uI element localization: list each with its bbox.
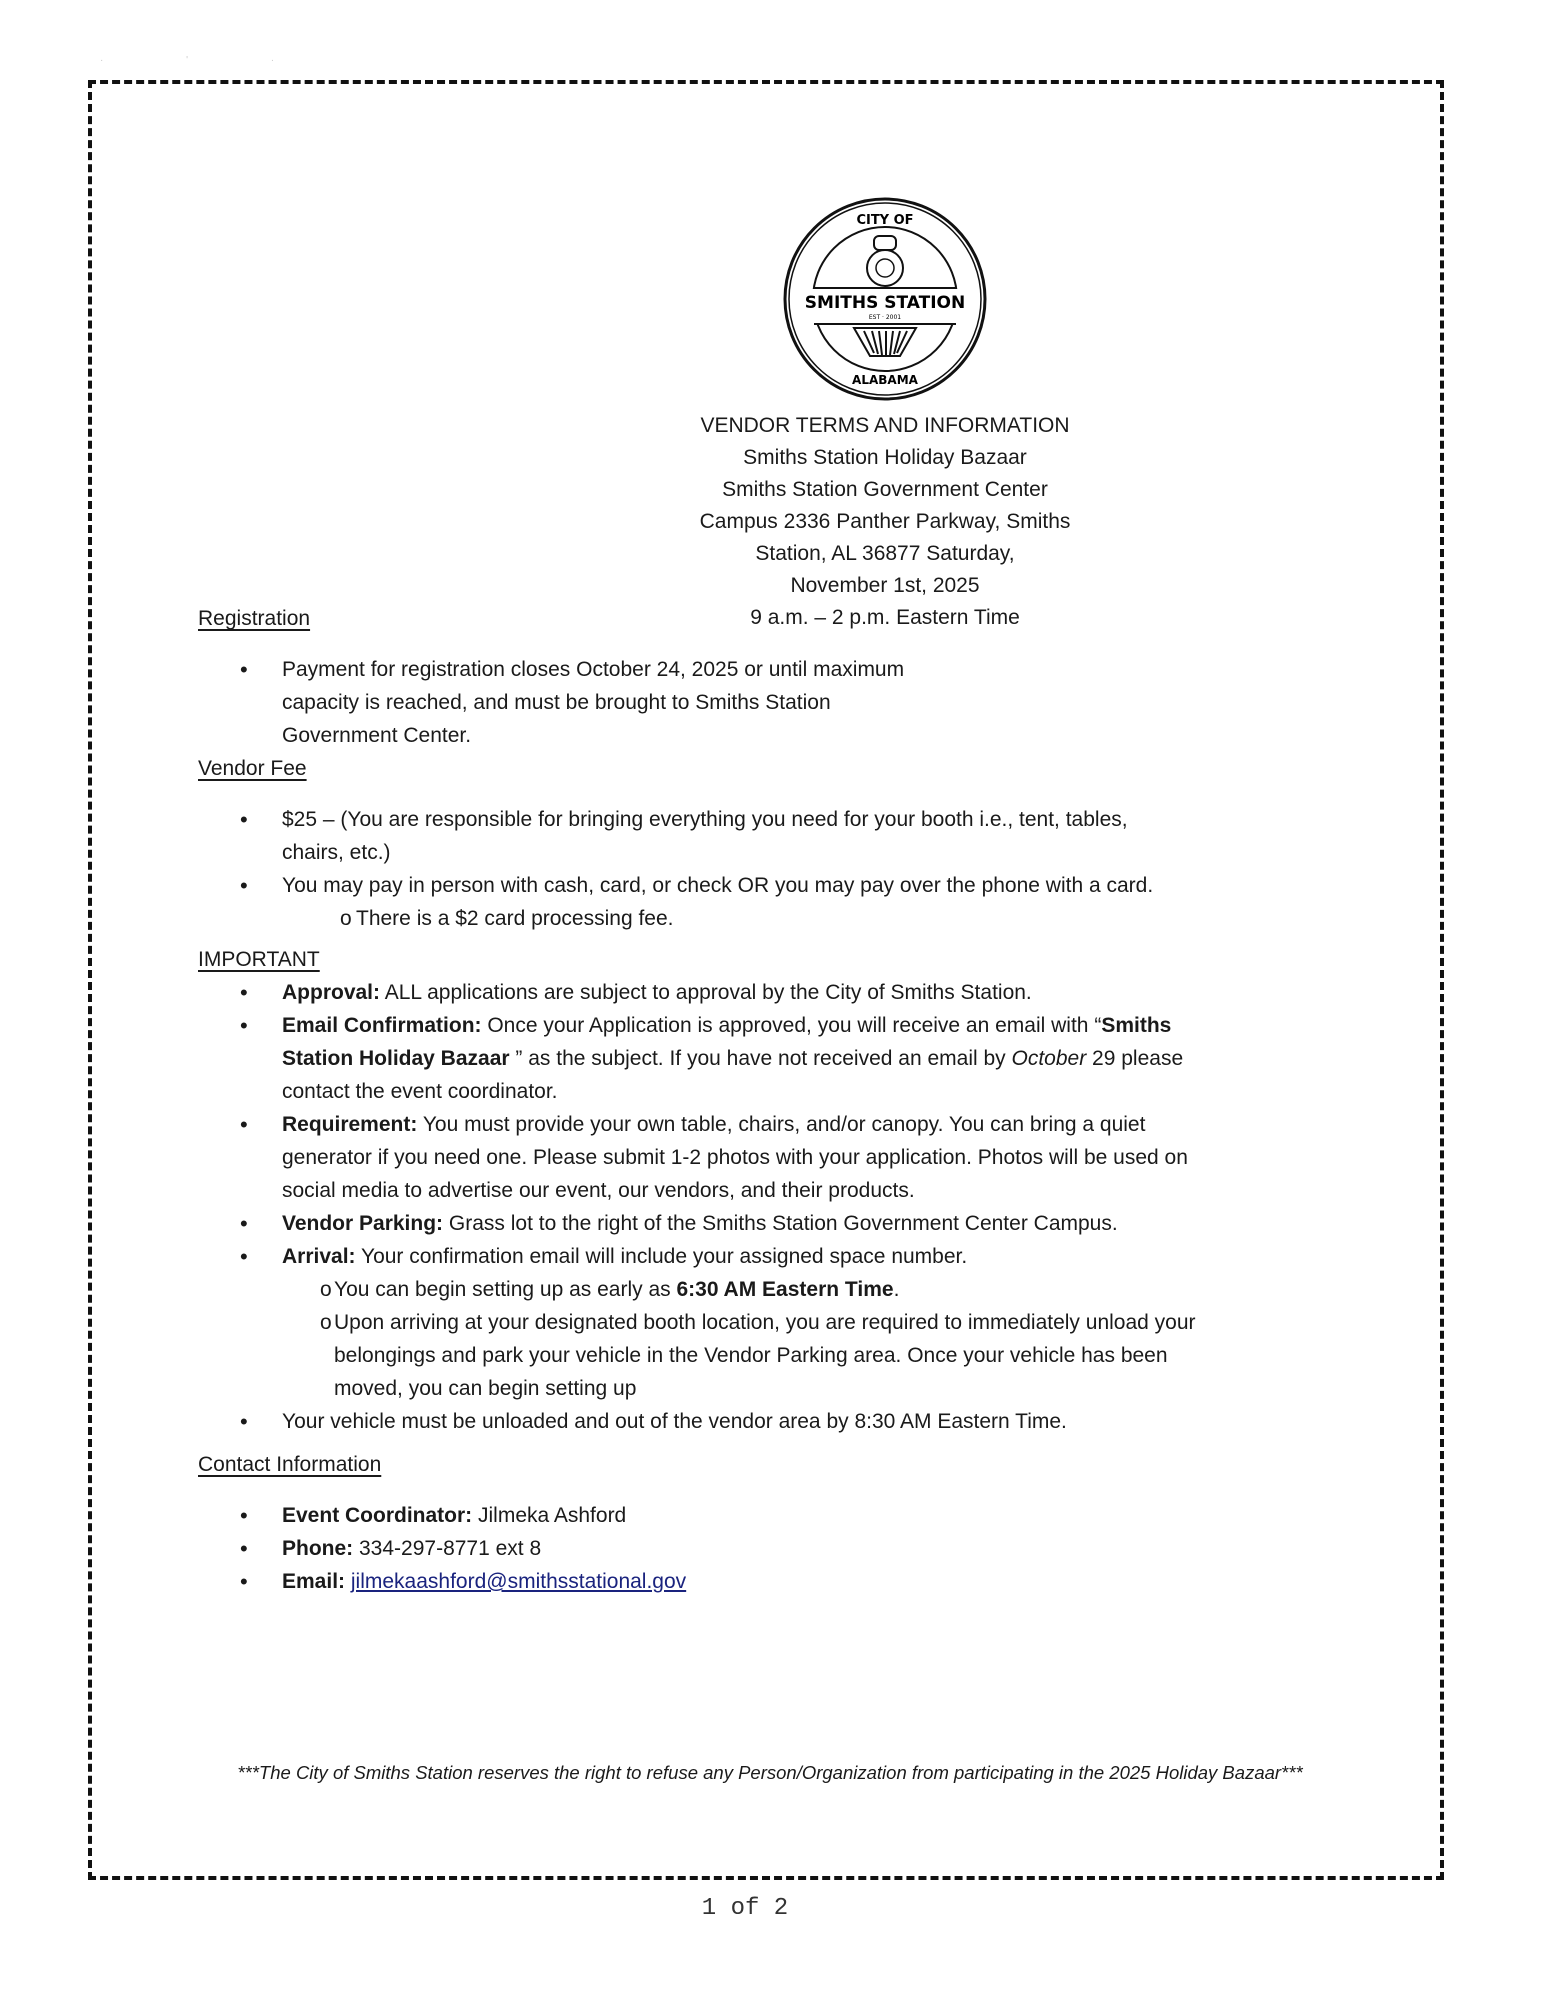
logo-bottom-text: ALABAMA bbox=[852, 373, 918, 387]
card-fee-subitem bbox=[140, 902, 1390, 935]
unload-deadline-item bbox=[140, 1405, 1390, 1438]
requirement-text: You must provide your own table, chairs, and/or canopy. You can bring a quiet bbox=[417, 1113, 1146, 1136]
requirement-item bbox=[140, 1108, 1390, 1207]
fee-line: chairs, etc.) bbox=[282, 841, 391, 864]
arrival-subitem-unload bbox=[140, 1306, 1390, 1405]
arrival-label: Arrival: bbox=[282, 1245, 356, 1268]
circle-bullet-icon: o bbox=[320, 1278, 332, 1301]
doc-title: VENDOR TERMS AND INFORMATION bbox=[700, 414, 1070, 437]
spacer bbox=[140, 1481, 1390, 1499]
bullet-icon: • bbox=[240, 1569, 248, 1594]
logo-est-text: EST · 2001 bbox=[868, 314, 902, 321]
email-label: Email: bbox=[282, 1570, 346, 1593]
document-body bbox=[140, 196, 1390, 1598]
requirement-label: Requirement: bbox=[282, 1113, 418, 1136]
vendor-fee-list bbox=[140, 803, 1390, 902]
unload-text: Upon arriving at your designated booth location, you are required to immediately unload your bbox=[334, 1311, 1196, 1334]
logo-top-text: CITY OF bbox=[856, 213, 914, 228]
contact-list bbox=[140, 1499, 1390, 1598]
logo-name-text: SMITHS STATION bbox=[804, 293, 966, 313]
requirement-text: social media to advertise our event, our vendors, and their products. bbox=[282, 1179, 915, 1202]
email-link[interactable]: jilmekaashford@smithsstational.gov bbox=[350, 1570, 687, 1593]
deadline-month: October bbox=[1011, 1047, 1087, 1070]
spacer bbox=[140, 1438, 1390, 1448]
circle-bullet-icon: o bbox=[320, 1311, 332, 1334]
unload-text: belongings and park your vehicle in the Vendor Parking area. Once your vehicle has been bbox=[334, 1344, 1168, 1367]
bullet-icon: • bbox=[240, 807, 248, 832]
coordinator-label: Event Coordinator: bbox=[282, 1504, 473, 1527]
event-date: November 1st, 2025 bbox=[790, 574, 980, 597]
approval-item bbox=[140, 976, 1390, 1009]
arrival-subitem-setup bbox=[140, 1273, 1390, 1306]
event-time: 9 a.m. – 2 p.m. Eastern Time bbox=[750, 606, 1020, 629]
requirement-text: generator if you need one. Please submit 1-2 photos with your application. Photos will be used on bbox=[282, 1146, 1188, 1169]
setup-time: 6:30 AM Eastern Time bbox=[676, 1278, 894, 1301]
email-confirmation-text: 29 please bbox=[1086, 1047, 1184, 1070]
email-confirmation-text: contact the event coordinator. bbox=[282, 1080, 558, 1103]
approval-label: Approval: bbox=[282, 981, 381, 1004]
setup-text: . bbox=[893, 1278, 900, 1301]
venue-line-3: Station, AL 36877 Saturday, bbox=[755, 542, 1015, 565]
email-confirmation-item bbox=[140, 1009, 1390, 1108]
unload-list bbox=[140, 1405, 1390, 1438]
vendor-fee-item bbox=[140, 803, 1390, 869]
coordinator-name: Jilmeka Ashford bbox=[472, 1504, 627, 1527]
spacer bbox=[140, 635, 1390, 653]
unload-text: moved, you can begin setting up bbox=[334, 1377, 637, 1400]
subject-bold: Smiths bbox=[1101, 1014, 1172, 1037]
phone-item bbox=[140, 1532, 1390, 1565]
bullet-icon: • bbox=[240, 1013, 248, 1038]
vendor-parking-label: Vendor Parking: bbox=[282, 1212, 444, 1235]
logo-container bbox=[140, 196, 1390, 402]
bullet-icon: • bbox=[240, 1244, 248, 1269]
approval-text: ALL applications are subject to approval by the City of Smiths Station. bbox=[380, 981, 1032, 1004]
email-confirmation-text: Once your Application is approved, you will receive an email with “ bbox=[481, 1014, 1102, 1037]
venue-line-1: Smiths Station Government Center bbox=[722, 478, 1048, 501]
event-title-block bbox=[605, 410, 1165, 634]
phone-number[interactable]: 334-297-8771 ext 8 bbox=[353, 1537, 542, 1560]
event-name: Smiths Station Holiday Bazaar bbox=[743, 446, 1027, 469]
bullet-icon: • bbox=[240, 1112, 248, 1137]
setup-text: You can begin setting up as early as bbox=[334, 1278, 677, 1301]
bullet-icon: • bbox=[240, 980, 248, 1005]
phone-label: Phone: bbox=[282, 1537, 354, 1560]
fee-line: $25 – (You are responsible for bringing everything you need for your booth i.e., tent, tables, bbox=[282, 808, 1128, 831]
vendor-fee-heading: Vendor Fee bbox=[198, 757, 307, 780]
email-confirmation-text: ” as the subject. If you have not received an email by bbox=[509, 1047, 1012, 1070]
vendor-parking-item bbox=[140, 1207, 1390, 1240]
unload-deadline-text: Your vehicle must be unloaded and out of the vendor area by 8:30 AM Eastern Time. bbox=[282, 1410, 1067, 1433]
spacer bbox=[140, 785, 1390, 803]
city-seal-logo bbox=[782, 196, 988, 402]
bullet-icon: • bbox=[240, 1409, 248, 1434]
scan-specks: · ' · bbox=[100, 55, 315, 66]
email-confirmation-label: Email Confirmation: bbox=[282, 1014, 482, 1037]
bullet-icon: • bbox=[240, 657, 248, 682]
important-heading: IMPORTANT bbox=[198, 948, 320, 971]
vendor-parking-text: Grass lot to the right of the Smiths Station Government Center Campus. bbox=[443, 1212, 1118, 1235]
page-number: 1 of 2 bbox=[701, 1895, 789, 1922]
contact-heading: Contact Information bbox=[198, 1453, 382, 1476]
circle-bullet-icon: o bbox=[340, 907, 352, 930]
card-fee-text: There is a $2 card processing fee. bbox=[356, 907, 674, 930]
payment-method-text: You may pay in person with cash, card, or check OR you may pay over the phone with a card. bbox=[282, 874, 1154, 897]
payment-method-item bbox=[140, 869, 1390, 902]
subject-bold: Station Holiday Bazaar bbox=[282, 1047, 510, 1070]
spacer bbox=[140, 935, 1390, 943]
venue-line-2: Campus 2336 Panther Parkway, Smiths bbox=[699, 510, 1071, 533]
bullet-icon: • bbox=[240, 1211, 248, 1236]
coordinator-item bbox=[140, 1499, 1390, 1532]
registration-line: Government Center. bbox=[282, 724, 472, 747]
disclaimer-note: ***The City of Smiths Station reserves the right to refuse any Person/Organization from participating in the 2025 Holiday Bazaar*** bbox=[237, 1762, 1303, 1783]
registration-line: Payment for registration closes October 24, 2025 or until maximum bbox=[282, 658, 905, 681]
bullet-icon: • bbox=[240, 1503, 248, 1528]
arrival-text: Your confirmation email will include your assigned space number. bbox=[355, 1245, 968, 1268]
bullet-icon: • bbox=[240, 1536, 248, 1561]
registration-heading: Registration bbox=[198, 607, 311, 630]
registration-item bbox=[140, 653, 1390, 752]
registration-list bbox=[140, 653, 1390, 752]
registration-line: capacity is reached, and must be brought to Smiths Station bbox=[282, 691, 831, 714]
email-item bbox=[140, 1565, 1390, 1598]
arrival-item bbox=[140, 1240, 1390, 1273]
bullet-icon: • bbox=[240, 873, 248, 898]
important-list bbox=[140, 976, 1390, 1273]
